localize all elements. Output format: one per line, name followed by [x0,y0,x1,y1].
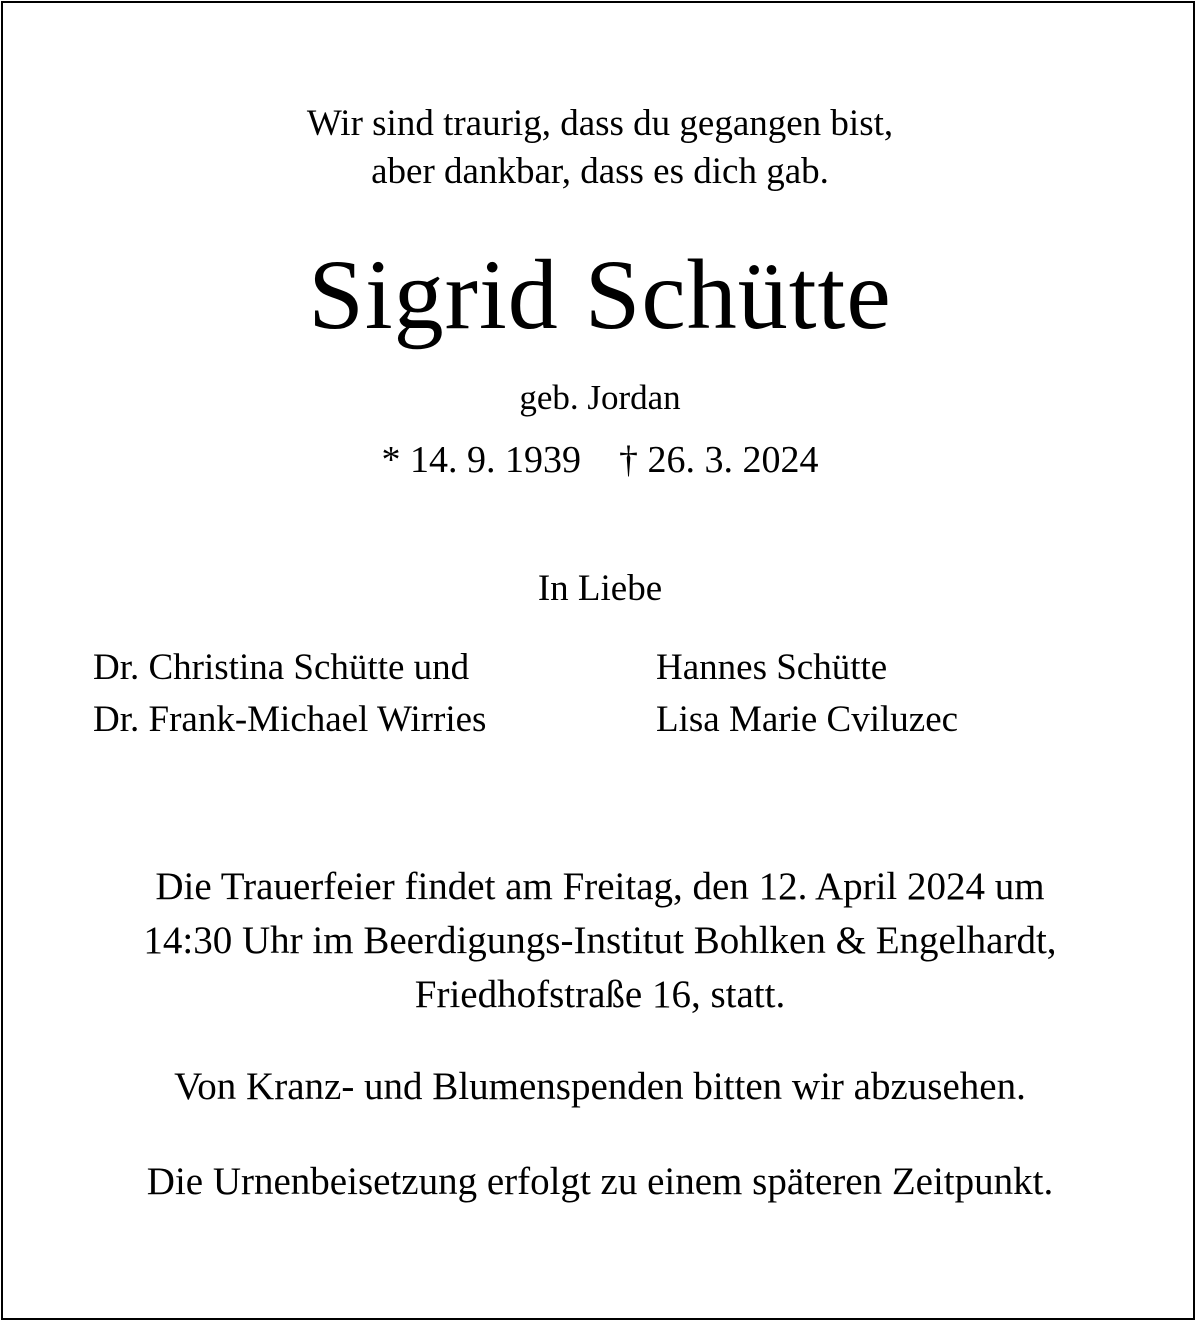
burial-note: Die Urnenbeisetzung erfolgt zu einem späteren Zeitpunkt. [146,1160,1054,1203]
mourner-left-1: Dr. Christina Schütte und [93,647,470,688]
mourner-left-2: Dr. Frank-Michael Wirries [93,699,487,740]
mourner-right-1: Hannes Schütte [656,647,888,688]
ceremony-line-1: Die Trauerfeier findet am Freitag, den 12. April 2024 um [155,865,1045,908]
birth-date: * 14. 9. 1939 [381,439,581,481]
life-dates [0,436,1200,484]
mourners-intro: In Liebe [537,568,663,609]
quote-line-2: aber dankbar, dass es dich gab. [371,151,829,192]
ceremony-line-3: Friedhofstraße 16, statt. [414,973,786,1016]
death-date: † 26. 3. 2024 [619,439,819,481]
ceremony-line-2: 14:30 Uhr im Beerdigungs-Institut Bohlken & Engelhardt, [143,919,1057,962]
maiden-name: geb. Jordan [519,378,681,417]
deceased-name: Sigrid Schütte [308,239,892,350]
flowers-note: Von Kranz- und Blumenspenden bitten wir abzusehen. [174,1065,1026,1108]
quote-line-1: Wir sind traurig, dass du gegangen bist, [306,103,894,144]
mourner-right-2: Lisa Marie Cviluzec [656,699,959,740]
